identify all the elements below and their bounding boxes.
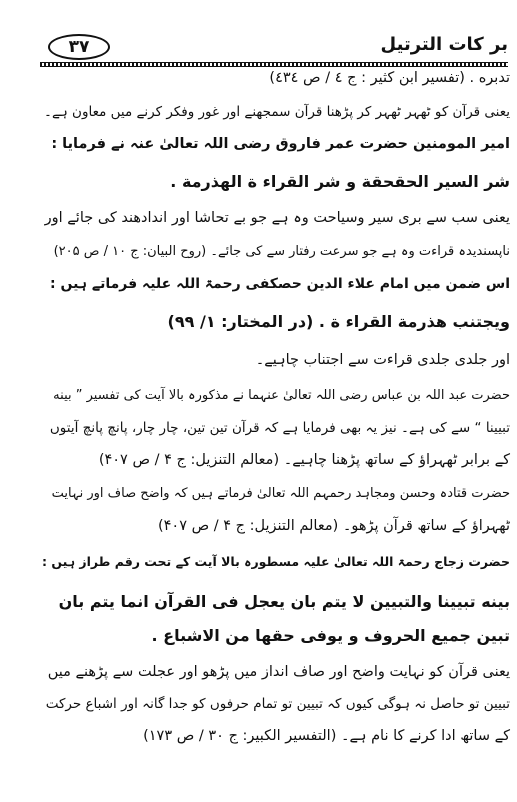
text-line: تبیینا “ سے کی ہے۔ نیز یہ بھی فرمایا ہے کہ قرآن تین تین، چار چار، پانچ پانچ آیتوں	[49, 420, 510, 436]
text-line: یعنی قرآن کو ٹھہر ٹھہر کر پڑھنا قرآن سمجھنے اور غور وفکر کرنے میں معاون ہے۔	[44, 104, 510, 120]
text-line: کے برابر ٹھہراؤ کے ساتھ پڑھنا چاہیے۔ (معالم التنزیل: ج ۴ / ص ۴۰۷)	[98, 452, 510, 468]
text-line: یعنی سب سے بری سیر وسیاحت وہ ہے جو بے تحاشا اور اندادھند کی جائے اور	[44, 210, 510, 226]
arabic-quote: ویجتنب هذرمة القراء ة . (در المختار: ۱/ ۹۹)	[167, 312, 510, 331]
text-line: یعنی قرآن کو نہایت واضح اور صاف انداز میں پڑھو اور عجلت سے پڑھنے میں	[47, 664, 510, 680]
text-line: ناپسندیدہ قراءت وہ ہے جو سرعت رفتار سے کی جائے۔ (روح البیان: ج ۱۰ / ص ۲۰۵)	[53, 244, 510, 259]
arabic-quote: تبین جمیع الحروف و یوفی حقها من الاشباع .	[151, 626, 510, 645]
text-line: حضرت عبد اللہ بن عباس رضی اللہ تعالیٰ عنہما نے مذکورہ بالا آیت کی تفسیر ” بینه	[53, 388, 510, 403]
text-line: حضرت زجاج رحمۃ اللہ تعالیٰ علیہ مسطورہ بالا آیت کے تحت رقم طراز ہیں :	[42, 554, 510, 569]
page-number-badge: ٣٧	[48, 34, 110, 60]
text-line: حضرت قتادہ وحسن ومجاہد رحمہم اللہ تعالیٰ فرماتے ہیں کہ واضح صاف اور نہایت	[51, 486, 510, 501]
text-line: امیر المومنین حضرت عمر فاروق رضی اللہ تعالیٰ عنہ نے فرمایا :	[51, 136, 510, 152]
header-divider	[40, 62, 508, 67]
text-line: اور جلدی جلدی قراءت سے اجتناب چاہیے۔	[255, 352, 510, 368]
text-line: کے ساتھ ادا کرنے کا نام ہے۔ (التفسیر الکبیر: ج ۳۰ / ص ۱۷۳)	[143, 728, 510, 744]
book-title: بر کات الترتیل	[380, 34, 508, 55]
text-line: اس ضمن میں امام علاء الدین حصکفی رحمۃ اللہ علیہ فرماتے ہیں :	[50, 276, 510, 292]
text-line: ٹھہراؤ کے ساتھ قرآن پڑھو۔ (معالم التنزیل: ج ۴ / ص ۴۰۷)	[157, 518, 510, 534]
text-line: تدبره . (تفسیر ابن کثیر : ج ٤ / ص ٤٣٤)	[269, 70, 510, 86]
arabic-quote: بینه تبیینا والتبیین لا یتم بان یعجل فی القرآن انما یتم بان	[58, 592, 510, 611]
arabic-quote: شر السیر الحقحقة و شر القراء ة الهذرمة .	[170, 172, 510, 191]
text-line: تبیین تو حاصل نہ ہوگی کیوں کہ تبیین تو تمام حرفوں کو جدا گانہ اور اشباع حرکت	[45, 696, 510, 712]
